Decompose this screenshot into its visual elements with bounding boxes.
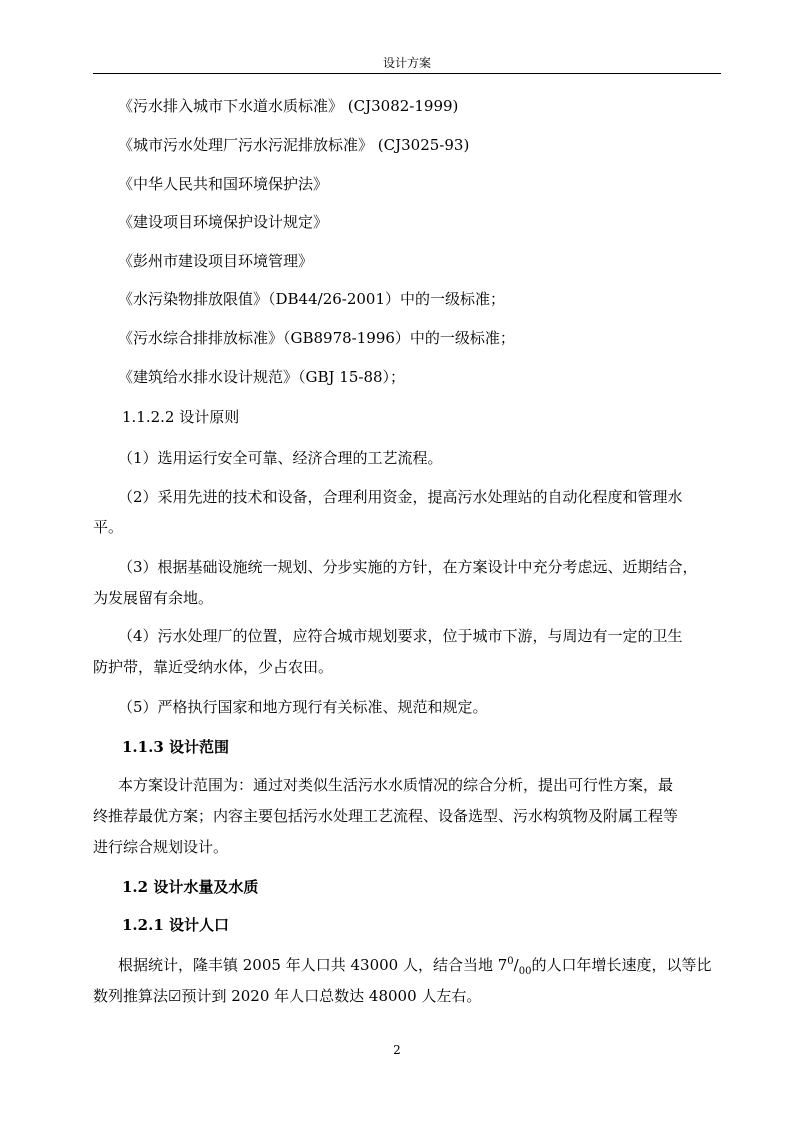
section-heading-12: 1.2 设计水量及水质 [122,878,259,896]
permille-subscript: 00 [518,966,532,977]
principle-4-line2: 防护带，靠近受纳水体，少占农田。 [93,658,334,676]
population-line2: 数列推算法☑预计到 2020 年人口总数达 48000 人左右。 [93,987,482,1005]
population-text-b: 的人口年增长速度，以等比 [531,956,712,974]
principle-3-line2: 为发展留有余地。 [93,589,214,607]
principle-3-line1: （3）根据基础设施统一规划、分步实施的方针，在方案设计中充分考虑远、近期结合， [118,558,698,576]
standard-item: 《彭州市建设项目环境管理》 [118,252,314,270]
header-divider [93,73,721,74]
principle-5: （5）严格执行国家和地方现行有关标准、规范和规定。 [118,698,488,716]
page-header-title: 设计方案 [382,56,431,70]
page-number: 2 [393,1043,401,1057]
scope-line1: 本方案设计范围为：通过对类似生活污水水质情况的综合分析，提出可行性方案，最 [118,776,674,794]
standard-item: 《城市污水处理厂污水污泥排放标准》 (CJ3025-93) [118,136,470,154]
standard-item: 《污水排入城市下水道水质标准》 (CJ3082-1999) [118,97,459,115]
standard-item: 《水污染物排放限值》（DB44/26-2001）中的一级标准； [118,290,506,308]
standard-item: 《建设项目环境保护设计规定》 [118,213,329,231]
standard-item: 《污水综合排排放标准》（GB8978-1996）中的一级标准； [118,329,515,347]
population-text-a: 根据统计，隆丰镇 2005 年人口共 43000 人，结合当地 7 [118,956,508,974]
section-heading-1122: 1.1.2.2 设计原则 [122,408,240,426]
scope-line3: 进行综合规划设计。 [93,838,229,856]
principle-4-line1: （4）污水处理厂的位置，应符合城市规划要求，位于城市下游，与周边有一定的卫生 [118,627,683,645]
standard-item: 《建筑给水排水设计规范》（GBJ 15-88）； [118,368,406,386]
permille-superscript: 0 [507,956,514,967]
permille-slash: / [513,956,519,974]
population-line1 [118,955,728,975]
principle-1: （1）选用运行安全可靠、经济合理的工艺流程。 [118,449,443,467]
scope-line2: 终推荐最优方案；内容主要包括污水处理工艺流程、设备选型、污水构筑物及附属工程等 [93,807,679,825]
principle-2-line1: （2）采用先进的技术和设备，合理利用资金，提高污水处理站的自动化程度和管理水 [118,488,683,506]
section-heading-113: 1.1.3 设计范围 [122,738,229,756]
standard-item: 《中华人民共和国环境保护法》 [118,175,329,193]
section-heading-121: 1.2.1 设计人口 [122,916,229,934]
principle-2-line2: 平。 [93,518,124,536]
